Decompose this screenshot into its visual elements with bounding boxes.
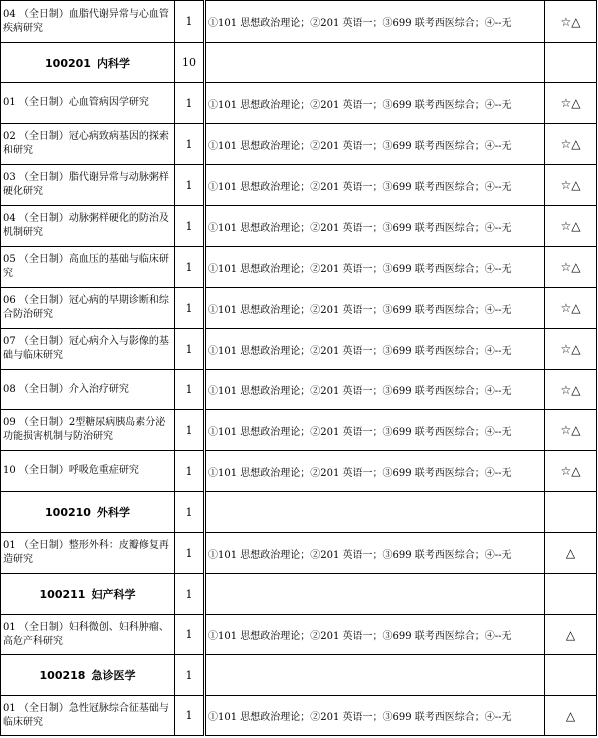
major-title: 内科学 — [96, 56, 130, 70]
enrollment-count-cell: 1 — [175, 165, 205, 206]
research-direction-cell: 09 （全日制）2型糖尿病胰岛素分泌功能损害机制与防治研究 — [1, 410, 175, 451]
major-name-cell — [1, 574, 175, 615]
direction-row — [1, 206, 597, 247]
remark-symbol-cell — [545, 43, 597, 83]
major-title: 急诊医学 — [91, 669, 136, 682]
exam-subjects-cell: ①101 思想政治理论；②201 英语一；③699 联考西医综合；④--无 — [205, 288, 545, 329]
enrollment-count-cell: 1 — [175, 1, 205, 43]
major-name-cell — [1, 655, 175, 696]
direction-row — [1, 696, 597, 736]
direction-row — [1, 451, 597, 492]
exam-subjects-cell: ①101 思想政治理论；②201 英语一；③699 联考西医综合；④--无 — [205, 370, 545, 410]
direction-row — [1, 124, 597, 165]
research-direction-cell: 04 （全日制）动脉粥样硬化的防治及机制研究 — [1, 206, 175, 247]
major-name-cell — [1, 43, 175, 83]
major-code: 100211 — [39, 588, 86, 601]
enrollment-count-cell: 1 — [175, 451, 205, 492]
exam-subjects-cell: ①101 思想政治理论；②201 英语一；③699 联考西医综合；④--无 — [205, 1, 545, 43]
direction-row — [1, 288, 597, 329]
major-name-cell — [1, 492, 175, 533]
remark-symbol-cell: ☆△ — [545, 329, 597, 370]
direction-row — [1, 1, 597, 43]
exam-subjects-cell — [205, 655, 545, 696]
remark-symbol-cell: ☆△ — [545, 1, 597, 43]
research-direction-cell: 01 （全日制）整形外科：皮瓣修复再造研究 — [1, 533, 175, 574]
research-direction-cell: 04 （全日制）血脂代谢异常与心血管疾病研究 — [1, 1, 175, 43]
exam-subjects-cell — [205, 492, 545, 533]
research-direction-cell: 06 （全日制）冠心病的早期诊断和综合防治研究 — [1, 288, 175, 329]
enrollment-count-cell: 1 — [175, 574, 205, 615]
remark-symbol-cell — [545, 492, 597, 533]
remark-symbol-cell — [545, 574, 597, 615]
research-direction-cell: 10 （全日制）呼吸危重症研究 — [1, 451, 175, 492]
research-direction-cell: 08 （全日制）介入治疗研究 — [1, 370, 175, 410]
enrollment-count-cell: 10 — [175, 43, 205, 83]
exam-subjects-cell: ①101 思想政治理论；②201 英语一；③699 联考西医综合；④--无 — [205, 329, 545, 370]
enrollment-count-cell: 1 — [175, 124, 205, 165]
enrollment-count-cell: 1 — [175, 247, 205, 288]
major-row — [1, 574, 597, 615]
research-direction-cell: 07 （全日制）冠心病介入与影像的基础与临床研究 — [1, 329, 175, 370]
remark-symbol-cell: ☆△ — [545, 410, 597, 451]
remark-symbol-cell: ☆△ — [545, 247, 597, 288]
enrollment-count-cell: 1 — [175, 615, 205, 655]
remark-symbol-cell: ☆△ — [545, 165, 597, 206]
direction-row — [1, 247, 597, 288]
research-direction-cell: 03 （全日制）脂代谢异常与动脉粥样硬化研究 — [1, 165, 175, 206]
remark-symbol-cell: ☆△ — [545, 288, 597, 329]
direction-row — [1, 83, 597, 124]
enrollment-count-cell: 1 — [175, 288, 205, 329]
research-direction-cell: 01 （全日制）急性冠脉综合征基础与临床研究 — [1, 696, 175, 736]
major-row — [1, 655, 597, 696]
enrollment-count-cell: 1 — [175, 533, 205, 574]
direction-row — [1, 370, 597, 410]
enrollment-count-cell: 1 — [175, 492, 205, 533]
exam-subjects-cell: ①101 思想政治理论；②201 英语一；③699 联考西医综合；④--无 — [205, 696, 545, 736]
enrollment-count-cell: 1 — [175, 206, 205, 247]
exam-subjects-cell: ①101 思想政治理论；②201 英语一；③699 联考西医综合；④--无 — [205, 533, 545, 574]
remark-symbol-cell: ☆△ — [545, 124, 597, 165]
exam-subjects-cell: ①101 思想政治理论；②201 英语一；③699 联考西医综合；④--无 — [205, 615, 545, 655]
direction-row — [1, 329, 597, 370]
major-row — [1, 43, 597, 83]
exam-subjects-cell: ①101 思想政治理论；②201 英语一；③699 联考西医综合；④--无 — [205, 206, 545, 247]
research-direction-cell: 01 （全日制）心血管病因学研究 — [1, 83, 175, 124]
exam-subjects-cell — [205, 43, 545, 83]
exam-subjects-cell: ①101 思想政治理论；②201 英语一；③699 联考西医综合；④--无 — [205, 410, 545, 451]
remark-symbol-cell: ☆△ — [545, 83, 597, 124]
direction-row — [1, 410, 597, 451]
remark-symbol-cell: △ — [545, 615, 597, 655]
exam-subjects-cell — [205, 574, 545, 615]
major-title: 妇产科学 — [91, 588, 136, 601]
major-code: 100201 — [45, 56, 91, 70]
direction-row — [1, 615, 597, 655]
enrollment-count-cell: 1 — [175, 329, 205, 370]
enrollment-count-cell: 1 — [175, 696, 205, 736]
exam-subjects-cell: ①101 思想政治理论；②201 英语一；③699 联考西医综合；④--无 — [205, 247, 545, 288]
exam-subjects-cell: ①101 思想政治理论；②201 英语一；③699 联考西医综合；④--无 — [205, 83, 545, 124]
major-row — [1, 492, 597, 533]
exam-subjects-cell: ①101 思想政治理论；②201 英语一；③699 联考西医综合；④--无 — [205, 165, 545, 206]
major-title: 外科学 — [96, 506, 130, 519]
remark-symbol-cell: △ — [545, 696, 597, 736]
direction-row — [1, 165, 597, 206]
remark-symbol-cell: ☆△ — [545, 451, 597, 492]
research-direction-cell: 01 （全日制）妇科微创、妇科肿瘤、高危产科研究 — [1, 615, 175, 655]
enrollment-count-cell: 1 — [175, 410, 205, 451]
enrollment-count-cell: 1 — [175, 655, 205, 696]
enrollment-count-cell: 1 — [175, 83, 205, 124]
major-code: 100218 — [39, 669, 86, 682]
remark-symbol-cell — [545, 655, 597, 696]
exam-subjects-cell: ①101 思想政治理论；②201 英语一；③699 联考西医综合；④--无 — [205, 124, 545, 165]
remark-symbol-cell: △ — [545, 533, 597, 574]
research-direction-cell: 02 （全日制）冠心病致病基因的探索和研究 — [1, 124, 175, 165]
direction-row — [1, 533, 597, 574]
enrollment-count-cell: 1 — [175, 370, 205, 410]
remark-symbol-cell: ☆△ — [545, 370, 597, 410]
research-direction-cell: 05 （全日制）高血压的基础与临床研究 — [1, 247, 175, 288]
major-code: 100210 — [45, 506, 91, 519]
remark-symbol-cell: ☆△ — [545, 206, 597, 247]
exam-subjects-cell: ①101 思想政治理论；②201 英语一；③699 联考西医综合；④--无 — [205, 451, 545, 492]
